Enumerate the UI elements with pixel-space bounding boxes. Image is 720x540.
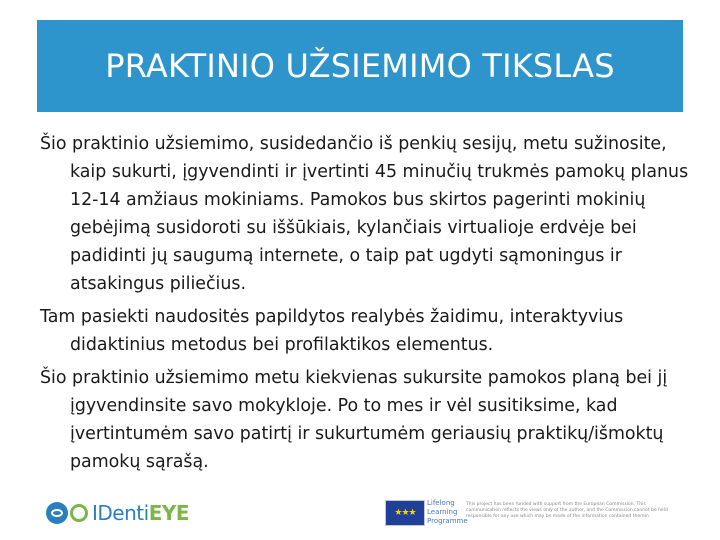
llp-label: Lifelong Learning Programme	[427, 499, 468, 525]
eu-flag-icon: ★★★	[385, 500, 425, 526]
title-bar	[37, 20, 683, 112]
paragraph-goal: Šio praktinio užsiemimo, susidedančio iš penkių sesijų, metu sužinosite, kaip sukurti, įgyvendinti ir įvertinti 45 minučių trukmės pamokų planus 12-14 amžiaus mokiniams. Pamokos bus skirtos pagerinti mokinių gebėjimą susidoroti su iššūkiais, kylančiais virtualioje erdvėje bei padidinti jų saugumą internete, o taip pat ugdyti sąmoningus ir atsakingus piliečius.	[40, 134, 689, 294]
paragraph-outcome: Šio praktinio užsiemimo metu kiekvienas sukursite pamokos planą bei jį įgyvendinsite savo mokykloje. Po to mes ir vėl susitiksime, kad įvertintumėm savo patirtį ir sukurtumėm geriausių praktikų/išmoktų pamokų sąrašą.	[40, 368, 668, 472]
logo-text-identi: IDenti	[92, 501, 149, 525]
footer	[0, 494, 720, 534]
identieye-logo-icon	[46, 502, 68, 524]
slide-body	[40, 130, 690, 481]
paragraph-means: Tam pasiekti naudositės papildytos realybės žaidimu, interaktyvius didaktinius metodus bei profilaktikos elementus.	[40, 307, 624, 355]
identieye-ring-icon	[70, 504, 88, 522]
logo-wordmark	[92, 501, 189, 525]
identieye-logo	[46, 498, 189, 528]
slide-title: PRAKTINIO UŽSIEMIMO TIKSLAS	[105, 47, 615, 85]
eu-disclaimer: This project has been funded with support from the European Commission. This communication reflects the views only of the author, and the Commission cannot be held responsible for any use which may be made of the information contained therein.	[466, 502, 668, 519]
logo-text-eye: EYE	[148, 501, 189, 525]
